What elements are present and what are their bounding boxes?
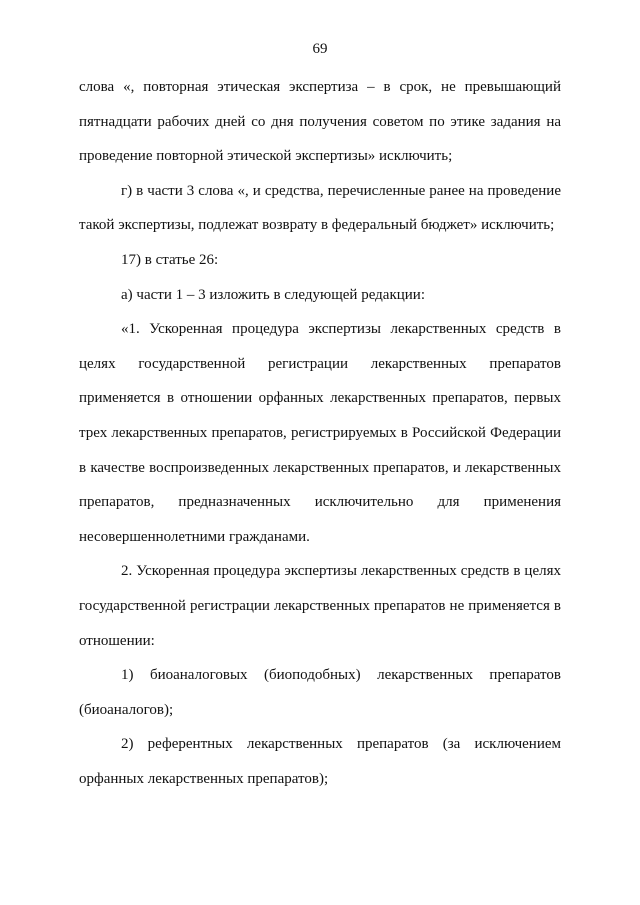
paragraph (79, 727, 561, 796)
paragraph-line: г) в части 3 слова «, и средства, перечисленные ранее на проведение (121, 182, 561, 199)
paragraph (79, 70, 561, 174)
paragraph-line: отношении: (79, 632, 155, 649)
paragraph-line: пятнадцати рабочих дней со дня получения советом по этике задания на (79, 113, 561, 130)
paragraph (79, 174, 561, 243)
paragraph-line: применяется в отношении орфанных лекарственных препаратов, первых (79, 390, 561, 407)
paragraph-line: несовершеннолетними гражданами. (79, 528, 310, 545)
paragraph-line: целях государственной регистрации лекарственных препаратов (79, 355, 561, 372)
paragraph-line: 2) референтных лекарственных препаратов (за исключением (121, 736, 561, 753)
paragraph-line: проведение повторной этической экспертизы» исключить; (79, 148, 453, 165)
paragraph-line: трех лекарственных препаратов, регистрируемых в Российской Федерации (79, 424, 561, 441)
paragraph-line: препаратов, предназначенных исключительно для применения (79, 494, 561, 511)
paragraph (79, 243, 561, 278)
document-body (79, 70, 561, 796)
paragraph-line: (биоаналогов); (79, 701, 174, 718)
paragraph-line: в качестве воспроизведенных лекарственных препаратов, и лекарственных (79, 459, 561, 476)
paragraph-line: а) части 1 – 3 изложить в следующей редакции: (121, 286, 425, 303)
paragraph-line: государственной регистрации лекарственных препаратов не применяется в (79, 597, 561, 614)
paragraph-line: орфанных лекарственных препаратов); (79, 770, 329, 787)
paragraph (79, 658, 561, 727)
paragraph-line: 2. Ускоренная процедура экспертизы лекарственных средств в целях (121, 563, 561, 580)
paragraph-line: слова «, повторная этическая экспертиза – в срок, не превышающий (79, 79, 561, 95)
paragraph-line: 1) биоаналоговых (биоподобных) лекарственных препаратов (121, 667, 561, 684)
page-number: 69 (312, 41, 328, 57)
paragraph (79, 278, 561, 313)
paragraph-line: такой экспертизы, подлежат возврату в федеральный бюджет» исключить; (79, 217, 555, 234)
paragraph-line: 17) в статье 26: (121, 251, 219, 268)
paragraph (79, 312, 561, 554)
paragraph (79, 554, 561, 658)
paragraph-line: «1. Ускоренная процедура экспертизы лекарственных средств в (121, 321, 561, 338)
